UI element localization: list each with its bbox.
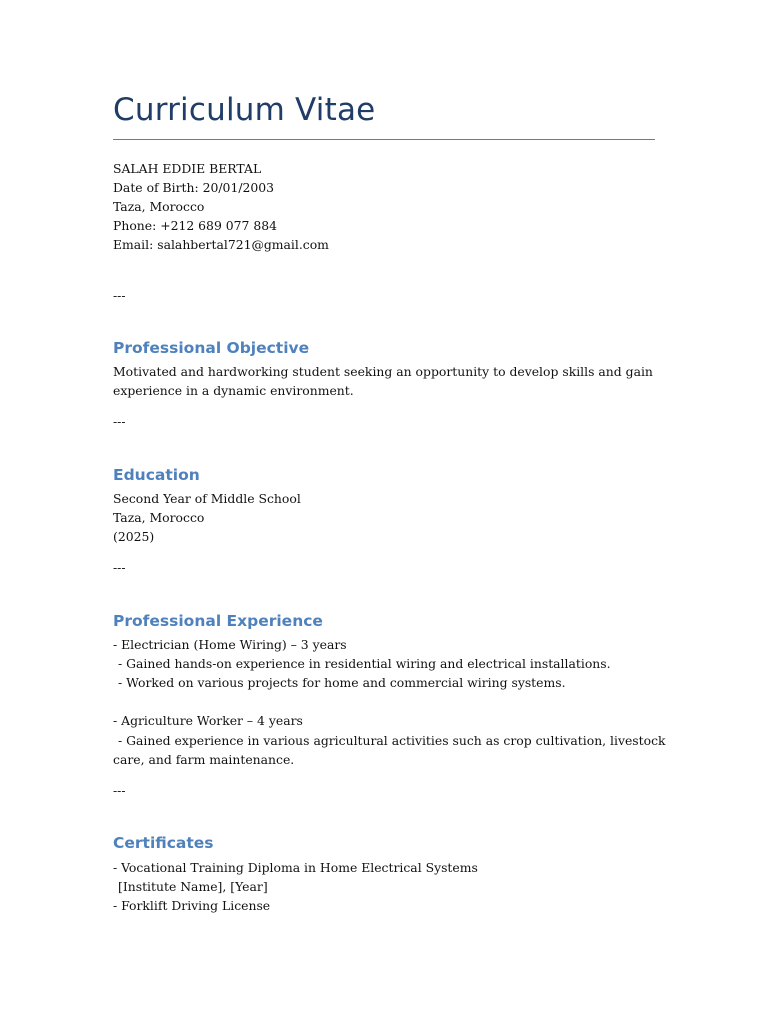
experience-detail: - Gained experience in various agricultural activities such as crop cultivation, livestock: [118, 733, 666, 748]
experience-job-title: - Electrician (Home Wiring) – 3 years: [113, 637, 347, 652]
objective-line: experience in a dynamic environment.: [113, 383, 354, 398]
separator: ---: [113, 414, 126, 429]
education-heading: Education: [113, 466, 200, 484]
certificates-heading: Certificates: [113, 834, 214, 852]
separator: ---: [113, 288, 126, 303]
experience-heading: Professional Experience: [113, 612, 323, 630]
experience-detail: care, and farm maintenance.: [113, 752, 295, 767]
contact-phone: Phone: +212 689 077 884: [113, 218, 278, 233]
objective-heading: Professional Objective: [113, 339, 310, 357]
education-line: Taza, Morocco: [113, 510, 205, 525]
separator: ---: [113, 560, 126, 575]
contact-dob: Date of Birth: 20/01/2003: [113, 180, 275, 195]
title-underline: [113, 139, 655, 140]
certificate-detail: [Institute Name], [Year]: [118, 879, 268, 894]
education-line: (2025): [113, 529, 155, 544]
experience-detail: - Gained hands-on experience in residential wiring and electrical installations.: [118, 656, 611, 671]
objective-line: Motivated and hardworking student seeking an opportunity to develop skills and gain: [113, 364, 653, 379]
contact-name: SALAH EDDIE BERTAL: [113, 161, 262, 176]
certificate-item: - Forklift Driving License: [113, 898, 271, 913]
experience-job-title: - Agriculture Worker – 4 years: [113, 713, 303, 728]
experience-detail: - Worked on various projects for home and commercial wiring systems.: [118, 675, 566, 690]
certificate-item: - Vocational Training Diploma in Home Electrical Systems: [113, 860, 478, 875]
contact-location: Taza, Morocco: [113, 199, 205, 214]
document-title: Curriculum Vitae: [113, 92, 376, 128]
contact-email: Email: salahbertal721@gmail.com: [113, 237, 329, 252]
separator: ---: [113, 783, 126, 798]
education-line: Second Year of Middle School: [113, 491, 301, 506]
